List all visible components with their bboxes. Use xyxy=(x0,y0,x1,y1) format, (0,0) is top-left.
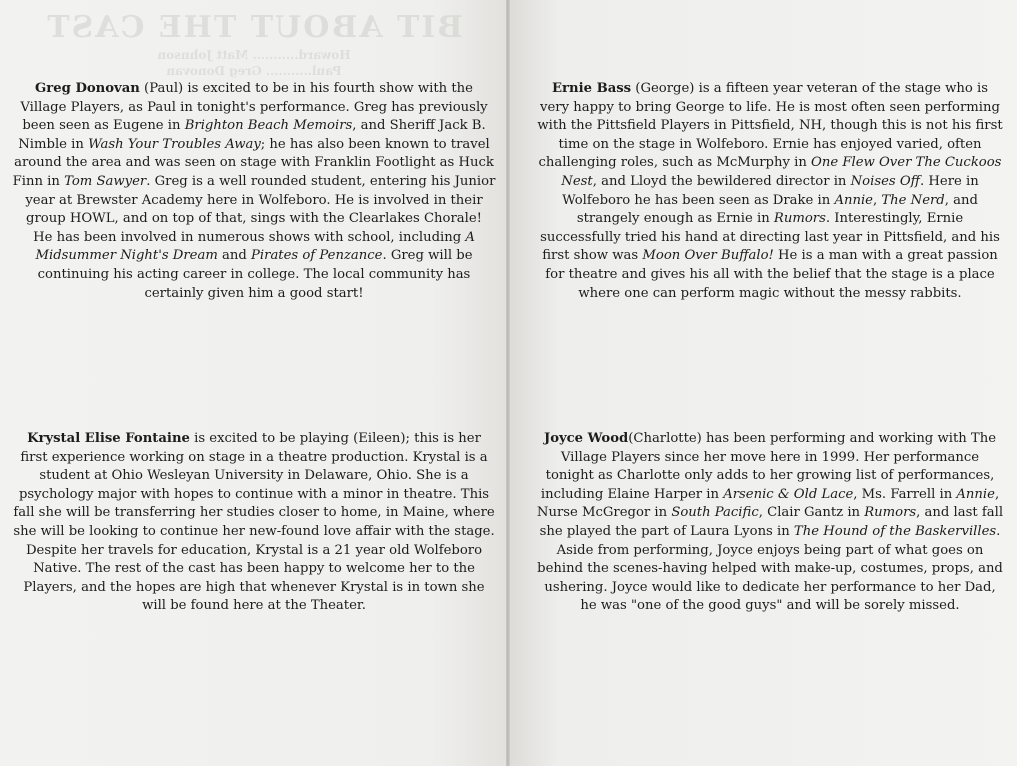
bio-text: , and strangely enough as Ernie in xyxy=(576,192,978,227)
right-page xyxy=(508,0,1017,766)
bio-krystal-elise-fontaine xyxy=(12,430,496,616)
show-title: Annie xyxy=(956,486,995,502)
cast-name: Krystal Elise Fontaine xyxy=(27,431,190,446)
bio-text: . Interestingly, Ernie successfully tried his hand at directing last year in Pittsfield, and his first show was xyxy=(540,211,1000,264)
show-title: Brighton Beach Memoirs xyxy=(184,118,353,134)
bio-text: ; he has also been known to travel around the area and was seen on stage with Franklin Footlight as Huck Finn in xyxy=(12,136,494,189)
bio-text: , and last fall she played the part of Laura Lyons in xyxy=(539,505,1004,539)
show-title: One Flew Over The Cuckoos Nest xyxy=(561,155,1002,189)
bio-joyce-wood xyxy=(536,430,1004,616)
bleed-through-title: BIT ABOUT THE CAST xyxy=(45,10,463,45)
bio-text: , Nurse McGregor in xyxy=(536,486,1000,521)
bio-text: (Charlotte) has been performing and working with The Village Players since her move here in 1999. Her performance tonight as Charlotte only adds to her growing list of performances, including Elaine Harper in xyxy=(540,431,997,502)
bio-text: (George) is a fifteen year veteran of the stage who is very happy to bring George to life. He is most often seen performing with the Pittsfield Players in Pittsfield, NH, though this is not his first time on the stage in Wolfeboro. Ernie has enjoyed varied, often challenging roles, such as McMurphy in xyxy=(537,81,1003,171)
bio-text: He is a man with a great passion for theatre and gives his all with the belief that the stage is a place where one can perform magic without the messy rabbits. xyxy=(545,248,998,301)
bio-text: , xyxy=(872,192,882,208)
show-title: Rumors xyxy=(773,211,826,227)
show-title: Tom Sawyer xyxy=(64,173,147,189)
cast-name: Joyce Wood xyxy=(543,431,629,446)
show-title: The Hound of the Baskervilles xyxy=(793,523,997,539)
bio-text: , Clair Gantz in xyxy=(758,505,865,521)
show-title: Annie xyxy=(834,192,873,208)
bio-text: . Aside from performing, Joyce enjoys being part of what goes on behind the scenes-having helped with make-up, costumes, props, and ushering. Joyce would like to dedicate her performance to her Dad, he was "one of the good guys" and will be sorely missed. xyxy=(537,523,1003,614)
bio-text: , and Sheriff Jack B. Nimble in xyxy=(18,118,486,152)
bleed-through-cast-line: Howard........... Matt Johnson xyxy=(157,48,351,62)
bio-ernie-bass xyxy=(536,80,1004,303)
show-title: Rumors xyxy=(864,505,917,521)
bio-text: , Ms. Farrell in xyxy=(853,486,957,502)
show-title: Pirates of Penzance xyxy=(251,248,383,264)
cast-name: Ernie Bass xyxy=(551,81,632,96)
bio-text: , and Lloyd the bewildered director in xyxy=(592,173,851,189)
left-page xyxy=(0,0,508,766)
bio-text: . Greg is a well rounded student, entering his Junior year at Brewster Academy here in Wolfeboro. He is involved in their group HOWL, and on top of that, sings with the Clearlakes Chorale! xyxy=(25,173,496,227)
page-fold xyxy=(506,0,510,766)
bio-greg-donovan xyxy=(12,80,496,303)
show-title: A Midsummer Night's Dream xyxy=(35,229,475,264)
show-title: The Nerd xyxy=(881,192,945,208)
bio-text: He has been involved in numerous shows with school, including xyxy=(33,229,466,245)
bio-text: and xyxy=(217,248,252,264)
show-title: Wash Your Troubles Away xyxy=(88,136,261,152)
cast-name: Greg Donovan xyxy=(35,81,140,96)
bio-text: is excited to be playing (Eileen); this is her first experience working on stage in a theatre production. Krystal is a student at Ohio Wesleyan University in Delaware, Ohio. She is a psychology major with hopes to continue with a minor in theatre. This fall she will be transferring her studies closer to home, in Maine, where she will be looking to continue her new-found love affair with the stage. Despite her travels for education, Krystal is a 21 year old Wolfeboro Native. The rest of the cast has been happy to welcome her to the Players, and the hopes are high that whenever Krystal is in town she will be found here at the Theater. xyxy=(13,431,495,614)
bio-text: . Here in Wolfeboro he has been seen as Drake in xyxy=(562,173,979,208)
bleed-through-cast-line: Paul........... Greg Donovan xyxy=(166,64,342,78)
show-title: Moon Over Buffalo! xyxy=(642,248,774,264)
bio-text: (Paul) is excited to be in his fourth show with the Village Players, as Paul in tonight's performance. Greg has previously been seen as Eugene in xyxy=(20,81,488,134)
bio-text: . Greg will be continuing his acting career in college. The local community has certainly given him a good start! xyxy=(37,248,473,301)
show-title: Arsenic & Old Lace xyxy=(723,486,854,502)
show-title: South Pacific xyxy=(671,505,759,521)
show-title: Noises Off xyxy=(850,173,921,189)
